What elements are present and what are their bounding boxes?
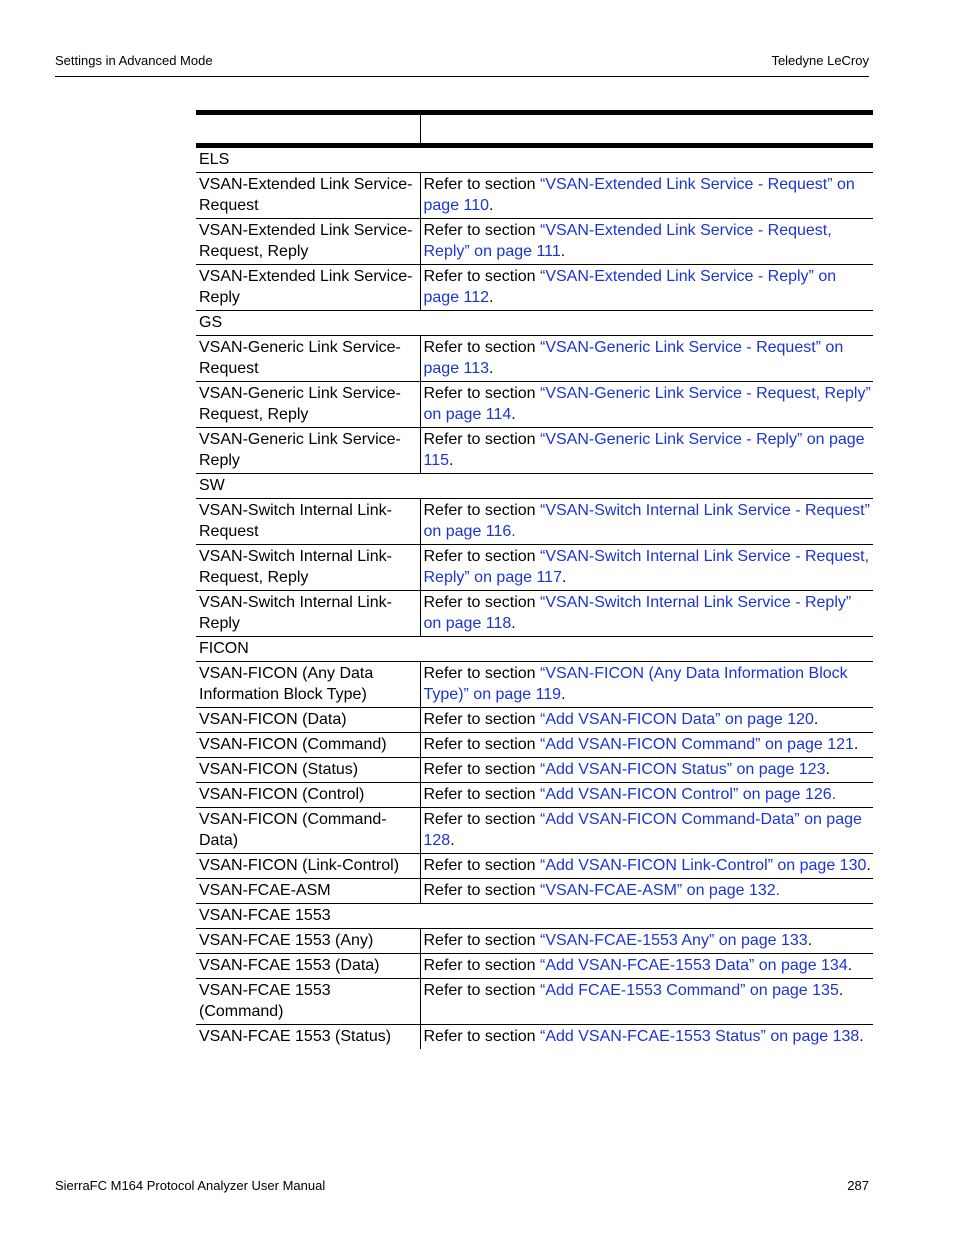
- refer-prefix: Refer to section: [423, 982, 540, 999]
- filter-name-cell: VSAN-FCAE 1553 (Command): [196, 979, 420, 1025]
- link-suffix: .: [838, 982, 844, 999]
- description-cell: [420, 662, 873, 708]
- refer-prefix: Refer to section: [423, 857, 540, 874]
- refer-prefix: Refer to section: [423, 932, 540, 949]
- link-suffix: .: [489, 289, 494, 306]
- section-link[interactable]: “Add VSAN-FICON Link-Control” on page 130: [540, 857, 867, 874]
- table-body: [196, 146, 873, 1050]
- table-row: [196, 591, 873, 637]
- table-row: [196, 265, 873, 311]
- table-row: [196, 219, 873, 265]
- section-link[interactable]: “VSAN-Switch Internal Link Service - Request, Reply” on page 117: [423, 548, 870, 586]
- section-link[interactable]: “Add VSAN-FICON Status” on page 123: [540, 761, 826, 778]
- table-row: [196, 382, 873, 428]
- description-cell: [420, 173, 873, 219]
- table-row: [196, 545, 873, 591]
- filter-name-cell: VSAN-FICON (Data): [196, 708, 420, 733]
- link-suffix: .: [489, 360, 494, 377]
- table-row: [196, 954, 873, 979]
- section-link[interactable]: “VSAN-Extended Link Service - Request” on page 110: [423, 176, 855, 214]
- link-suffix: .: [859, 1028, 864, 1045]
- table-header-cell-2: [420, 113, 873, 146]
- refer-prefix: Refer to section: [423, 736, 540, 753]
- page-number: 287: [847, 1178, 869, 1193]
- section-label: VSAN-FCAE 1553: [196, 904, 873, 929]
- refer-prefix: Refer to section: [423, 786, 540, 803]
- section-link[interactable]: “VSAN-Generic Link Service - Request, Reply” on page 114: [423, 385, 871, 423]
- table-header-cell-1: [196, 113, 420, 146]
- link-suffix: .: [449, 452, 454, 469]
- refer-prefix: Refer to section: [423, 761, 540, 778]
- filter-name-cell: VSAN-FCAE 1553 (Data): [196, 954, 420, 979]
- description-cell: [420, 758, 873, 783]
- table-header-row: [196, 113, 873, 146]
- refer-prefix: Refer to section: [423, 957, 540, 974]
- link-suffix: .: [561, 686, 566, 703]
- link-suffix: .: [511, 615, 516, 632]
- description-cell: [420, 382, 873, 428]
- section-link[interactable]: “Add VSAN-FICON Control” on page 126.: [540, 786, 837, 803]
- table-section-row: [196, 637, 873, 662]
- description-cell: [420, 265, 873, 311]
- filter-name-cell: VSAN-Generic Link Service-Request: [196, 336, 420, 382]
- filter-name-cell: VSAN-FICON (Status): [196, 758, 420, 783]
- table-row: [196, 662, 873, 708]
- filter-name-cell: VSAN-FICON (Link-Control): [196, 854, 420, 879]
- table-row: [196, 428, 873, 474]
- table-row: [196, 979, 873, 1025]
- refer-prefix: Refer to section: [423, 711, 540, 728]
- section-link[interactable]: “VSAN-Switch Internal Link Service - Request” on page 116.: [423, 502, 870, 540]
- section-link[interactable]: “VSAN-Switch Internal Link Service - Reply” on page 118: [423, 594, 852, 632]
- link-suffix: .: [450, 832, 455, 849]
- description-cell: [420, 783, 873, 808]
- link-suffix: .: [560, 243, 566, 260]
- section-link[interactable]: “VSAN-FCAE-1553 Any” on page 133: [540, 932, 808, 949]
- refer-prefix: Refer to section: [423, 665, 540, 682]
- filter-name-cell: VSAN-FCAE-ASM: [196, 879, 420, 904]
- section-link[interactable]: “Add VSAN-FCAE-1553 Data” on page 134: [540, 957, 848, 974]
- header-section-title: Settings in Advanced Mode: [55, 53, 213, 68]
- description-cell: [420, 879, 873, 904]
- table-section-row: [196, 474, 873, 499]
- filter-name-cell: VSAN-Extended Link Service-Request, Reply: [196, 219, 420, 265]
- description-cell: [420, 336, 873, 382]
- table-row: [196, 879, 873, 904]
- refer-prefix: Refer to section: [423, 1028, 540, 1045]
- filter-name-cell: VSAN-Switch Internal Link-Request, Reply: [196, 545, 420, 591]
- section-label: ELS: [196, 146, 873, 173]
- table-row: [196, 499, 873, 545]
- section-link[interactable]: “VSAN-Extended Link Service - Request, Reply” on page 111: [423, 222, 832, 260]
- filter-name-cell: VSAN-FICON (Control): [196, 783, 420, 808]
- refer-prefix: Refer to section: [423, 176, 540, 193]
- description-cell: [420, 979, 873, 1025]
- filter-name-cell: VSAN-FCAE 1553 (Status): [199, 1028, 392, 1045]
- footer-manual-title: SierraFC M164 Protocol Analyzer User Manual: [55, 1178, 326, 1193]
- section-label: GS: [196, 311, 873, 336]
- section-link[interactable]: “VSAN-Generic Link Service - Request” on page 113: [423, 339, 844, 377]
- description-cell: [420, 929, 873, 954]
- table-row: [196, 336, 873, 382]
- description-cell: [420, 733, 873, 758]
- description-cell: [420, 808, 873, 854]
- filter-name-cell: VSAN-Generic Link Service-Request, Reply: [196, 382, 420, 428]
- section-link[interactable]: “Add FCAE-1553 Command” on page 135: [540, 982, 839, 999]
- refer-prefix: Refer to section: [423, 594, 540, 611]
- section-link[interactable]: “VSAN-Extended Link Service - Reply” on page 112: [423, 268, 837, 306]
- filter-reference-table: [196, 110, 873, 1049]
- refer-prefix: Refer to section: [423, 811, 540, 828]
- link-suffix: .: [489, 197, 494, 214]
- section-link[interactable]: “Add VSAN-FICON Command-Data” on page 128: [423, 811, 862, 849]
- link-suffix: .: [847, 957, 853, 974]
- table-row: [196, 929, 873, 954]
- refer-prefix: Refer to section: [423, 548, 540, 565]
- filter-name-cell: VSAN-Generic Link Service-Reply: [196, 428, 420, 474]
- filter-name-cell: VSAN-Extended Link Service-Request: [196, 173, 420, 219]
- filter-name-cell: VSAN-FICON (Command): [196, 733, 420, 758]
- table-section-row: [196, 311, 873, 336]
- link-suffix: .: [813, 711, 819, 728]
- section-link[interactable]: “Add VSAN-FCAE-1553 Status” on page 138: [540, 1028, 860, 1045]
- table-row: [196, 733, 873, 758]
- table-row: [196, 758, 873, 783]
- link-suffix: .: [807, 932, 813, 949]
- section-link[interactable]: “Add VSAN-FICON Command” on page 121: [540, 736, 854, 753]
- section-label: SW: [196, 474, 873, 499]
- table-row: [196, 1025, 873, 1050]
- link-suffix: .: [511, 406, 516, 423]
- refer-prefix: Refer to section: [423, 268, 540, 285]
- filter-name-cell: VSAN-Switch Internal Link-Request: [196, 499, 420, 545]
- refer-prefix: Refer to section: [423, 431, 540, 448]
- description-cell: [420, 1025, 873, 1050]
- description-cell: [420, 499, 873, 545]
- link-suffix: .: [825, 761, 830, 778]
- refer-prefix: Refer to section: [423, 222, 540, 239]
- header-company: Teledyne LeCroy: [771, 53, 869, 68]
- description-cell: [420, 708, 873, 733]
- description-cell: [420, 854, 873, 879]
- section-link[interactable]: “Add VSAN-FICON Data” on page 120: [540, 711, 814, 728]
- filter-name-cell: VSAN-Switch Internal Link-Reply: [196, 591, 420, 637]
- filter-name-cell: VSAN-FICON (Command-Data): [196, 808, 420, 854]
- section-link[interactable]: “VSAN-Generic Link Service - Reply” on page 115: [423, 431, 865, 469]
- table-row: [196, 173, 873, 219]
- refer-prefix: Refer to section: [423, 502, 540, 519]
- table-row: [196, 854, 873, 879]
- page-header: [55, 52, 869, 77]
- link-suffix: .: [866, 857, 871, 874]
- table-row: [196, 708, 873, 733]
- section-link[interactable]: “VSAN-FICON (Any Data Information Block Type)” on page 119: [423, 665, 848, 703]
- description-cell: [420, 954, 873, 979]
- table-row: [196, 808, 873, 854]
- description-cell: [420, 545, 873, 591]
- refer-prefix: Refer to section: [423, 385, 540, 402]
- link-suffix: .: [853, 736, 859, 753]
- refer-prefix: Refer to section: [423, 339, 540, 356]
- description-cell: [420, 219, 873, 265]
- link-suffix: .: [561, 569, 567, 586]
- table-section-row: [196, 904, 873, 929]
- refer-prefix: Refer to section: [423, 882, 540, 899]
- description-cell: [420, 428, 873, 474]
- table-row: [196, 783, 873, 808]
- filter-name-cell: VSAN-FCAE 1553 (Any): [196, 929, 420, 954]
- table-section-row: [196, 146, 873, 173]
- section-link[interactable]: “VSAN-FCAE-ASM” on page 132.: [540, 882, 781, 899]
- filter-name-cell: VSAN-FICON (Any Data Information Block Type): [196, 662, 420, 708]
- filter-name-cell: VSAN-Extended Link Service-Reply: [196, 265, 420, 311]
- description-cell: [420, 591, 873, 637]
- section-label: FICON: [196, 637, 873, 662]
